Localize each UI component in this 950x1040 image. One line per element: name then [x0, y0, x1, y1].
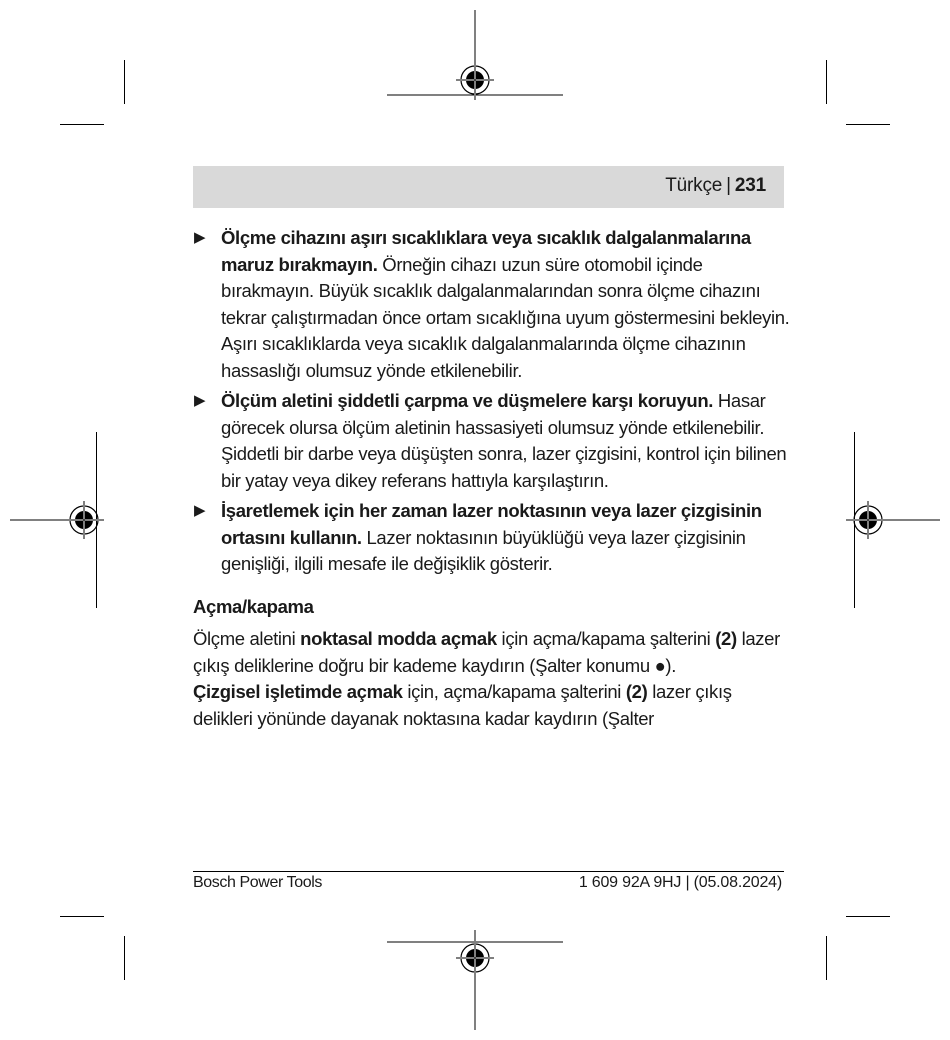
section-title: Açma/kapama — [193, 595, 314, 617]
crop-mark — [60, 124, 104, 125]
safety-bullet — [193, 225, 793, 384]
footer-doc-id: 1 609 92A 9HJ | (05.08.2024) — [578, 874, 782, 891]
crop-mark — [846, 124, 890, 125]
text-run-bold: noktasal modda açmak — [300, 628, 497, 649]
text-run: için açma/kapama şalterini — [496, 628, 716, 649]
bullet-bold-text: Ölçme cihazını aşırı sıcaklıklara veya sıcaklık dalgalanmalarına maruz bırakmayın. — [221, 227, 751, 275]
bullet-text: Örneğin cihazı uzun süre otomobil içinde bırakmayın. Büyük sıcaklık dalgalanmalarından sonra ölçme cihazını tekrar çalıştırmadan önce ortam sıcaklığına uyum göstermesini bekleyin. Aşırı sıcaklıklarda veya sıcaklık dalgalanmalarında ölçme cihazının hassaslığı olumsuz yönde etkilenebilir. — [221, 253, 790, 381]
text-run: Ölçme aletini — [193, 628, 301, 649]
registration-mark-icon — [384, 0, 566, 110]
crop-mark — [846, 916, 890, 917]
header-separator: | — [726, 175, 731, 196]
text-run: için, açma/kapama şalterini — [402, 681, 626, 702]
section-body — [193, 626, 793, 732]
registration-mark-icon — [840, 480, 950, 560]
page-header — [193, 166, 784, 208]
safety-bullet — [193, 388, 793, 494]
bullet-arrow-icon: ▶ — [194, 502, 206, 519]
page-body — [193, 225, 793, 732]
paragraph — [193, 679, 793, 732]
text-run: lazer çıkış deliklerine doğru bir kademe kaydırın (Şalter konumu ●). — [193, 628, 780, 676]
footer-brand: Bosch Power Tools — [193, 874, 322, 891]
text-run: lazer çıkış delikleri yönünde dayanak noktasına kadar kaydırın (Şalter — [193, 681, 732, 729]
text-run-bold: Çizgisel işletimde açmak — [193, 681, 403, 702]
footer-divider — [193, 871, 784, 872]
bullet-bold-text: Ölçüm aletini şiddetli çarpma ve düşmelere karşı koruyun. — [221, 390, 714, 411]
crop-mark — [124, 60, 125, 104]
crop-mark — [826, 936, 827, 980]
header-language: Türkçe — [665, 175, 723, 196]
header-text — [665, 175, 766, 197]
paragraph — [193, 626, 793, 679]
bullet-arrow-icon: ▶ — [194, 392, 206, 409]
registration-mark-icon — [0, 480, 110, 560]
page-number: 231 — [734, 175, 766, 196]
bullet-arrow-icon: ▶ — [194, 229, 206, 246]
crop-mark — [124, 936, 125, 980]
safety-bullet — [193, 498, 793, 578]
crop-mark — [60, 916, 104, 917]
registration-mark-icon — [384, 930, 566, 1040]
bullet-text: Lazer noktasının büyüklüğü veya lazer çizgisinin genişliği, ilgili mesafe ile değişiklik gösterir. — [221, 526, 746, 574]
text-run-bold: (2) — [625, 681, 648, 702]
text-run-bold: (2) — [715, 628, 737, 649]
bullet-text: Hasar görecek olursa ölçüm aletinin hassasiyeti olumsuz yönde etkilenebilir. Şiddetli bir darbe veya düşüşten sonra, lazer çizgisini, kontrol için bilinen bir yatay veya dikey referans hattıyla karşılaştırın. — [221, 390, 787, 491]
bullet-bold-text: İşaretlemek için her zaman lazer noktasının veya lazer çizgisinin ortasını kullanın. — [221, 500, 762, 548]
crop-mark — [826, 60, 827, 104]
